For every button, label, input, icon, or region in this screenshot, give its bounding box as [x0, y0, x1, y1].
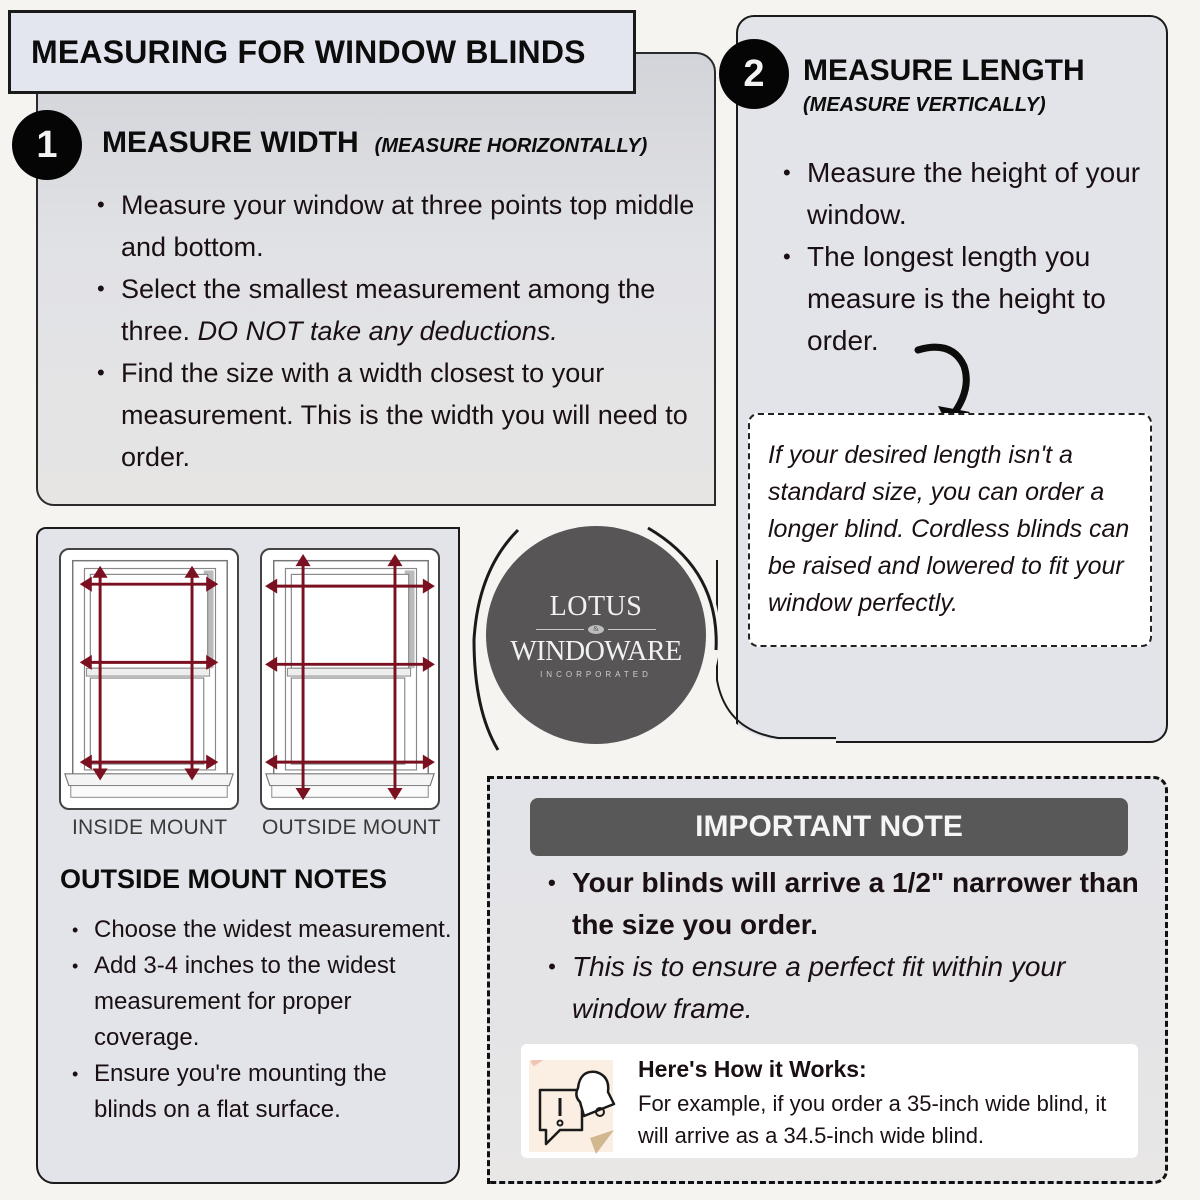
inside-mount-label: INSIDE MOUNT	[72, 816, 228, 839]
list-item: • Choose the widest measurement.	[94, 912, 454, 948]
how-it-works-text: For example, if you order a 35-inch wide blind, it will arrive as a 34.5-inch wide blind.	[638, 1091, 1107, 1148]
list-item: • Select the smallest measurement among the three. DO NOT take any deductions.	[121, 268, 701, 352]
how-it-works-title: Here's How it Works:	[638, 1056, 867, 1082]
outside-notes-list	[94, 912, 454, 1128]
logo-divider	[536, 625, 656, 634]
logo-ampersand: &	[588, 625, 604, 634]
list-item: • This is to ensure a perfect fit within your window frame.	[572, 946, 1152, 1030]
step-number-2-badge: 2	[719, 39, 789, 109]
important-note-banner	[530, 798, 1128, 856]
step-number-1-badge: 1	[12, 110, 82, 180]
outside-mount-label: OUTSIDE MOUNT	[262, 816, 441, 839]
list-item: • Ensure you're mounting the blinds on a flat surface.	[94, 1056, 454, 1128]
length-tip-text: If your desired length isn't a standard size, you can order a longer blind. Cordless blinds can be raised and lowered to fit your window perfectly.	[768, 441, 1130, 617]
length-tip-box	[748, 413, 1152, 647]
step2-title: MEASURE LENGTH	[803, 54, 1085, 87]
step1-bullet-list	[121, 184, 701, 478]
page-title-box	[8, 10, 636, 94]
step1-subtitle: (MEASURE HORIZONTALLY)	[374, 135, 648, 157]
list-item: • Find the size with a width closest to your measurement. This is the width you will need to order.	[121, 352, 701, 478]
inside-mount-diagram	[59, 548, 239, 810]
alert-bell-chat-icon	[530, 1060, 620, 1156]
list-item: • Measure your window at three points top middle and bottom.	[121, 184, 701, 268]
step2-heading	[803, 54, 1085, 117]
emphasis-text: DO NOT take any deductions.	[197, 316, 558, 346]
step1-title: MEASURE WIDTH	[102, 126, 359, 159]
outside-mount-diagram	[260, 548, 440, 810]
logo-line2: WINDOWARE	[510, 636, 682, 667]
important-note-title: IMPORTANT NOTE	[695, 810, 963, 843]
list-item: • The longest length you measure is the height to order.	[807, 236, 1147, 362]
outside-mount-window-icon	[262, 550, 438, 808]
list-item: • Add 3-4 inches to the widest measurement for proper coverage.	[94, 948, 454, 1056]
step1-heading	[102, 126, 647, 160]
page-title: MEASURING FOR WINDOW BLINDS	[31, 33, 586, 70]
step2-subtitle: (MEASURE VERTICALLY)	[803, 94, 1046, 116]
step2-bullet-list	[807, 152, 1147, 362]
list-item: • Your blinds will arrive a 1/2" narrower than the size you order.	[572, 862, 1152, 946]
outside-notes-heading: OUTSIDE MOUNT NOTES	[60, 864, 388, 894]
important-bullet-list	[572, 862, 1152, 1030]
logo-line3: INCORPORATED	[540, 670, 652, 679]
company-logo	[486, 526, 706, 744]
logo-line1: LOTUS	[549, 591, 643, 622]
inside-mount-window-icon	[61, 550, 237, 808]
list-item: • Measure the height of your window.	[807, 152, 1147, 236]
